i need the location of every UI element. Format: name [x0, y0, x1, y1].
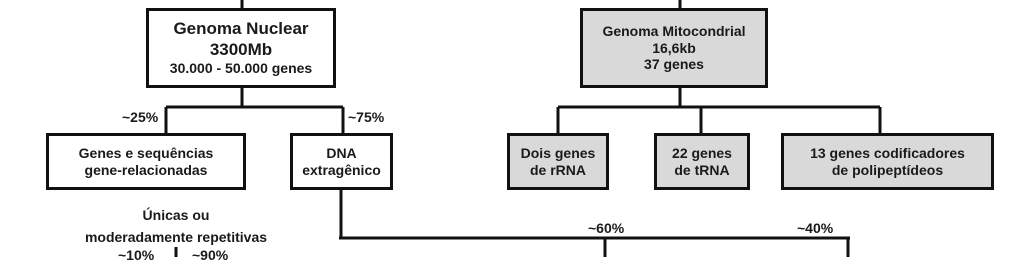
poly-line1: 13 genes codificadores [810, 144, 965, 161]
rrna-box [507, 133, 609, 190]
rrna-line2: de rRNA [529, 161, 586, 178]
mito-genome-box [580, 8, 768, 88]
mito-genome-size: 16,6kb [652, 39, 696, 56]
extragenic-line1: DNA [326, 144, 357, 161]
unique-line2: moderadamente repetitivas [84, 229, 268, 245]
polypeptide-box [781, 133, 994, 190]
unique-line1: Únicas ou [142, 207, 210, 223]
extragenic-line2: extragênico [302, 161, 381, 178]
pct-genes: ~25% [122, 109, 159, 125]
nuclear-genome-box [146, 8, 336, 88]
pct-dna: ~75% [348, 109, 385, 125]
trna-box [654, 133, 750, 190]
nuclear-genome-title: Genoma Nuclear [173, 19, 309, 39]
pct-unique-right: ~90% [192, 247, 229, 263]
genes-related-line1: Genes e sequências [78, 144, 214, 161]
pct-unique-left: ~10% [118, 247, 155, 263]
extragenic-dna-box [290, 133, 393, 190]
rrna-line1: Dois genes [520, 144, 596, 161]
pct-extragenic-left: ~60% [588, 220, 625, 236]
nuclear-genome-size: 3300Mb [209, 39, 273, 59]
mito-genome-title: Genoma Mitocondrial [602, 22, 746, 39]
trna-line1: 22 genes [672, 144, 732, 161]
mito-genome-genes: 37 genes [644, 56, 704, 73]
genes-related-line2: gene-relacionadas [84, 161, 208, 178]
trna-line2: de tRNA [674, 161, 730, 178]
nuclear-genome-genes: 30.000 - 50.000 genes [169, 59, 313, 76]
pct-extragenic-right: ~40% [797, 220, 834, 236]
genes-related-box [46, 133, 246, 190]
poly-line2: de polipeptídeos [831, 161, 944, 178]
